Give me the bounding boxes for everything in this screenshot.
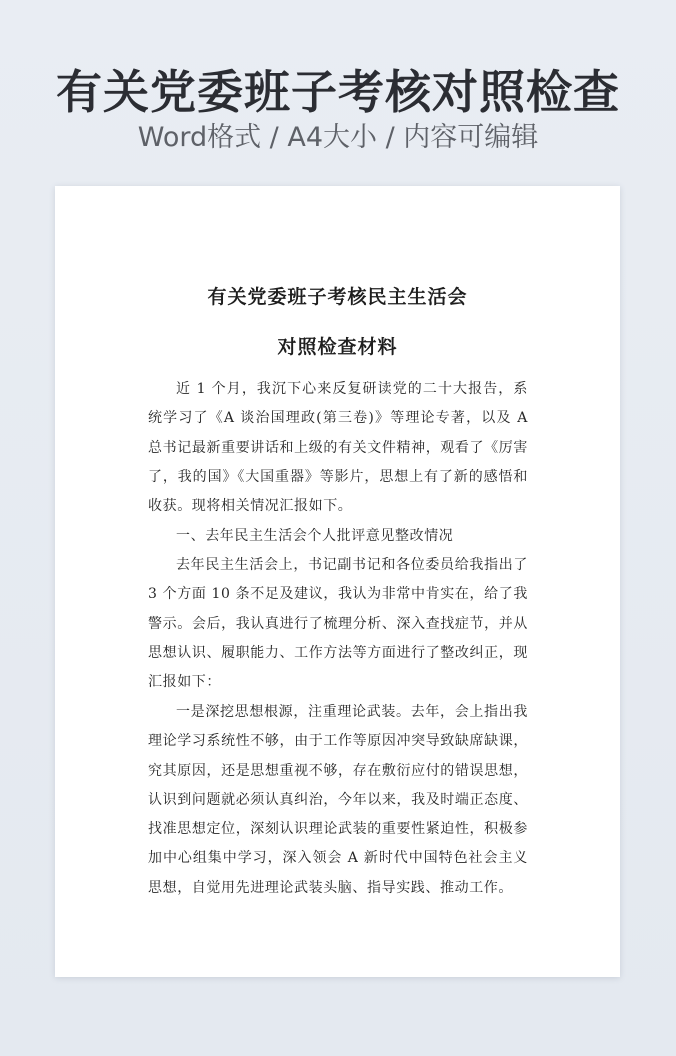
section-heading: 一、去年民主生活会个人批评意见整改情况 [176, 528, 454, 544]
paragraph-theory-study: 一是深挖思想根源，注重理论武装。去年，会上指出我理论学习系统性不够，由于工作等原因冲突导致缺席缺课，究其原因，还是思想重视不够，存在敷衍应付的错误思想，认识到问题就必须认真纠治，今年以来，我及时端正态度、找准思想定位，深刻认识理论武装的重要性紧迫性，积极参加中心组集中学习，深入领会 A 新时代中国特色社会主义思想，自觉用先进理论武装头脑、指导实践、推动工作。 [148, 704, 528, 896]
document-title: 有关党委班子考核民主生活会 [207, 286, 468, 308]
paragraph-intro: 近 1 个月，我沉下心来反复研读党的二十大报告，系统学习了《A 谈治国理政(第三卷)》等理论专著，以及 A 总书记最新重要讲话和上级的有关文件精神，观看了《厉害了，我的国》《大国重器》等影片，思想上有了新的感悟和收获。现将相关情况汇报如下。 [148, 381, 528, 515]
banner-subtitle: Word格式 / A4大小 / 内容可编辑 [137, 122, 539, 153]
paragraph-rectification: 去年民主生活会上，书记副书记和各位委员给我指出了 3 个方面 10 条不足及建议，我认为非常中肯实在，给了我警示。会后，我认真进行了梳理分析、深入查找症节，并从思想认识、履职能力、工作方法等方面进行了整改纠正，现汇报如下： [148, 557, 528, 691]
banner-title: 有关党委班子考核对照检查 [56, 65, 620, 119]
document-page [55, 186, 620, 977]
document-subtitle: 对照检查材料 [277, 336, 398, 358]
